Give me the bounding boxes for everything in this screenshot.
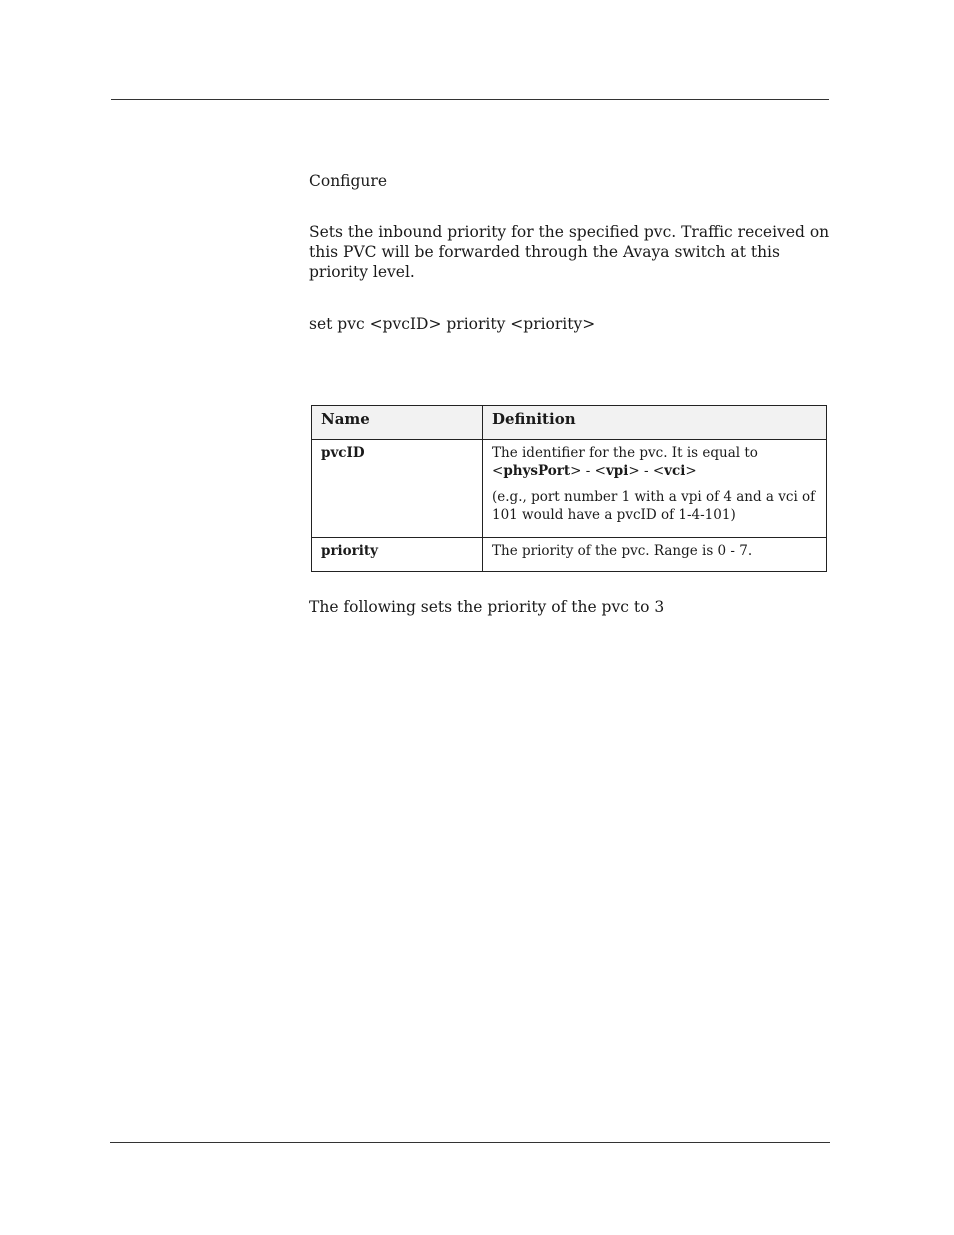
term-vci: vci — [664, 463, 686, 479]
param-definition-priority: The priority of the pvc. Range is 0 - 7. — [483, 538, 827, 572]
mode-text: Configure — [309, 172, 387, 190]
angle-open: < — [492, 463, 504, 479]
syntax-text: set pvc <pvcID> priority <priority> — [309, 315, 596, 333]
angle-open: < — [594, 463, 606, 479]
table-row — [312, 538, 827, 572]
pvcid-definition-line — [492, 444, 817, 480]
example-intro-text: The following sets the priority of the pvc to 3 — [309, 598, 665, 616]
header-rule — [111, 99, 829, 100]
table-header-row — [312, 406, 827, 440]
pvcid-definition-text: The identifier for the pvc. It is equal to — [492, 445, 758, 461]
param-definition-pvcid — [483, 440, 827, 538]
header-name: Name — [312, 406, 483, 440]
footer-rule — [110, 1142, 830, 1143]
table-row — [312, 440, 827, 538]
separator: - — [581, 463, 595, 479]
angle-close: > — [628, 463, 640, 479]
angle-open: < — [652, 463, 665, 479]
param-name-priority: priority — [312, 538, 483, 572]
angle-close: > — [685, 463, 697, 479]
param-name-pvcid: pvcID — [312, 440, 483, 538]
header-definition: Definition — [483, 406, 827, 440]
description-text: Sets the inbound priority for the specified pvc. Traffic received on this PVC will be forwarded through the Avaya switch at this priority level. — [309, 223, 830, 281]
pvcid-example-note: (e.g., port number 1 with a vpi of 4 and a vci of 101 would have a pvcID of 1-4-101) — [492, 489, 816, 523]
separator: - — [639, 463, 653, 479]
term-physport: physPort — [503, 463, 571, 479]
parameters-table — [311, 405, 827, 572]
term-vpi: vpi — [605, 463, 629, 479]
angle-close: > — [570, 463, 582, 479]
